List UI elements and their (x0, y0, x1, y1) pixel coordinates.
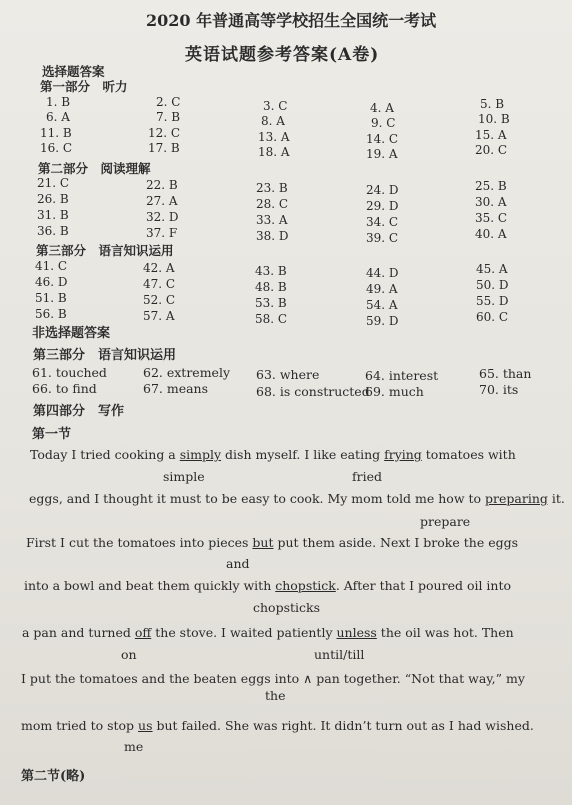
error-word: preparing (485, 491, 548, 506)
answer-65: 65. than (479, 366, 532, 381)
answer-63: 63. where (256, 367, 320, 382)
essay-line-5: a pan and turned off the stove. I waited patiently unless the oil was hot. Then (22, 625, 514, 640)
answer-59: 59. D (366, 314, 399, 328)
answer-25: 25. B (475, 179, 507, 193)
answer-27: 27. A (146, 194, 178, 208)
answer-21: 21. C (37, 176, 70, 190)
answer-49: 49. A (366, 282, 398, 296)
correction: me (124, 739, 144, 754)
answer-29: 29. D (366, 199, 399, 213)
answer-44: 44. D (366, 266, 399, 280)
error-word: unless (336, 625, 377, 640)
answer-50: 50. D (476, 278, 509, 292)
answer-70: 70. its (479, 382, 519, 397)
answer-18: 18. A (258, 145, 290, 159)
error-word: but (252, 535, 274, 550)
correction: the (265, 688, 286, 703)
answer-31: 31. B (37, 208, 69, 222)
answer-30: 30. A (475, 195, 507, 209)
error-word: chopstick (275, 578, 336, 593)
error-word: us (138, 718, 153, 733)
answer-10: 10. B (478, 112, 510, 126)
part3b-heading: 第三部分 语言知识运用 (33, 348, 177, 363)
correction: chopsticks (253, 600, 321, 615)
answer-24: 24. D (366, 183, 399, 197)
part2-heading: 第二部分 阅读理解 (38, 161, 151, 176)
essay-line-1: Today I tried cooking a simply dish myself. I like eating frying tomatoes with (30, 447, 516, 462)
answer-3: 3. C (263, 99, 288, 113)
answer-62: 62. extremely (143, 365, 231, 380)
answer-47: 47. C (143, 277, 176, 291)
answer-60: 60. C (476, 310, 509, 324)
answer-41: 41. C (35, 259, 68, 273)
answer-22: 22. B (146, 178, 178, 192)
correction: prepare (420, 514, 471, 529)
answer-40: 40. A (475, 227, 507, 241)
deleted-word: to (205, 491, 218, 506)
answer-23: 23. B (256, 181, 288, 195)
correction: on (121, 647, 137, 662)
section1-heading: 第一节 (32, 427, 72, 442)
section2-heading: 第二节(略) (21, 769, 86, 784)
answer-55: 55. D (476, 294, 509, 308)
answer-8: 8. A (261, 114, 285, 128)
answer-key-title: 英语试题参考答案(A卷) (185, 45, 380, 65)
answer-13: 13. A (258, 130, 290, 144)
answer-26: 26. B (37, 192, 69, 206)
answer-51: 51. B (35, 291, 67, 305)
answer-56: 56. B (35, 307, 67, 321)
answer-14: 14. C (366, 132, 399, 146)
error-word: simply (179, 447, 222, 462)
answer-35: 35. C (475, 211, 508, 225)
answer-61: 61. touched (32, 365, 107, 380)
answer-32: 32. D (146, 210, 179, 224)
answer-6: 6. A (46, 110, 70, 124)
part1-heading: 第一部分 听力 (40, 79, 128, 94)
answer-20: 20. C (475, 143, 508, 157)
answer-16: 16. C (40, 141, 73, 155)
answer-17: 17. B (148, 141, 180, 155)
answer-7: 7. B (156, 110, 181, 124)
correction: fried (352, 469, 382, 484)
answer-42: 42. A (143, 261, 175, 275)
answer-19: 19. A (366, 147, 398, 161)
error-word: off (134, 625, 152, 640)
answer-39: 39. C (366, 231, 399, 245)
correction: simple (163, 469, 205, 484)
answer-33: 33. A (256, 213, 288, 227)
answer-12: 12. C (148, 126, 181, 140)
answer-69: 69. much (365, 384, 424, 399)
answer-52: 52. C (143, 293, 176, 307)
answer-11: 11. B (40, 126, 72, 140)
exam-title: 2020 年普通高等学校招生全国统一考试 (146, 11, 437, 30)
answer-5: 5. B (480, 97, 505, 111)
answer-46: 46. D (35, 275, 68, 289)
answer-66: 66. to find (32, 381, 97, 396)
choice-section-heading: 选择题答案 (42, 64, 105, 79)
essay-line-3: First I cut the tomatoes into pieces but put them aside. Next I broke the eggs (26, 535, 519, 550)
answer-36: 36. B (37, 224, 69, 238)
essay-line-7: mom tried to stop us but failed. She was right. It didn’t turn out as I had wished. (21, 718, 534, 733)
answer-9: 9. C (371, 116, 396, 130)
essay-line-4: into a bowl and beat them quickly with chopstick. After that I poured oil into (24, 578, 512, 593)
part4-heading: 第四部分 写作 (33, 404, 125, 419)
answer-1: 1. B (46, 95, 71, 109)
answer-64: 64. interest (365, 368, 439, 383)
answer-15: 15. A (475, 128, 507, 142)
answer-67: 67. means (143, 381, 209, 396)
part3-heading: 第三部分 语言知识运用 (36, 243, 174, 258)
correction: and (226, 556, 250, 571)
error-word: frying (384, 447, 422, 462)
essay-line-2: eggs, and I thought it must to be easy to cook. My mom told me how to preparing it. (29, 491, 565, 506)
answer-48: 48. B (255, 280, 287, 294)
answer-43: 43. B (255, 264, 287, 278)
nonchoice-section-heading: 非选择题答案 (32, 326, 111, 341)
answer-4: 4. A (370, 101, 394, 115)
answer-53: 53. B (255, 296, 287, 310)
answer-37: 37. F (146, 226, 178, 240)
answer-28: 28. C (256, 197, 289, 211)
answer-58: 58. C (255, 312, 288, 326)
essay-line-6: I put the tomatoes and the beaten eggs into ∧ pan together. “Not that way,” my (21, 671, 525, 686)
answer-57: 57. A (143, 309, 175, 323)
answer-54: 54. A (366, 298, 398, 312)
answer-2: 2. C (156, 95, 181, 109)
correction: until/till (314, 647, 365, 662)
answer-38: 38. D (256, 229, 289, 243)
answer-45: 45. A (476, 262, 508, 276)
answer-34: 34. C (366, 215, 399, 229)
insert-caret-icon: ∧ (303, 671, 313, 686)
answer-68: 68. is constructed (256, 384, 370, 399)
